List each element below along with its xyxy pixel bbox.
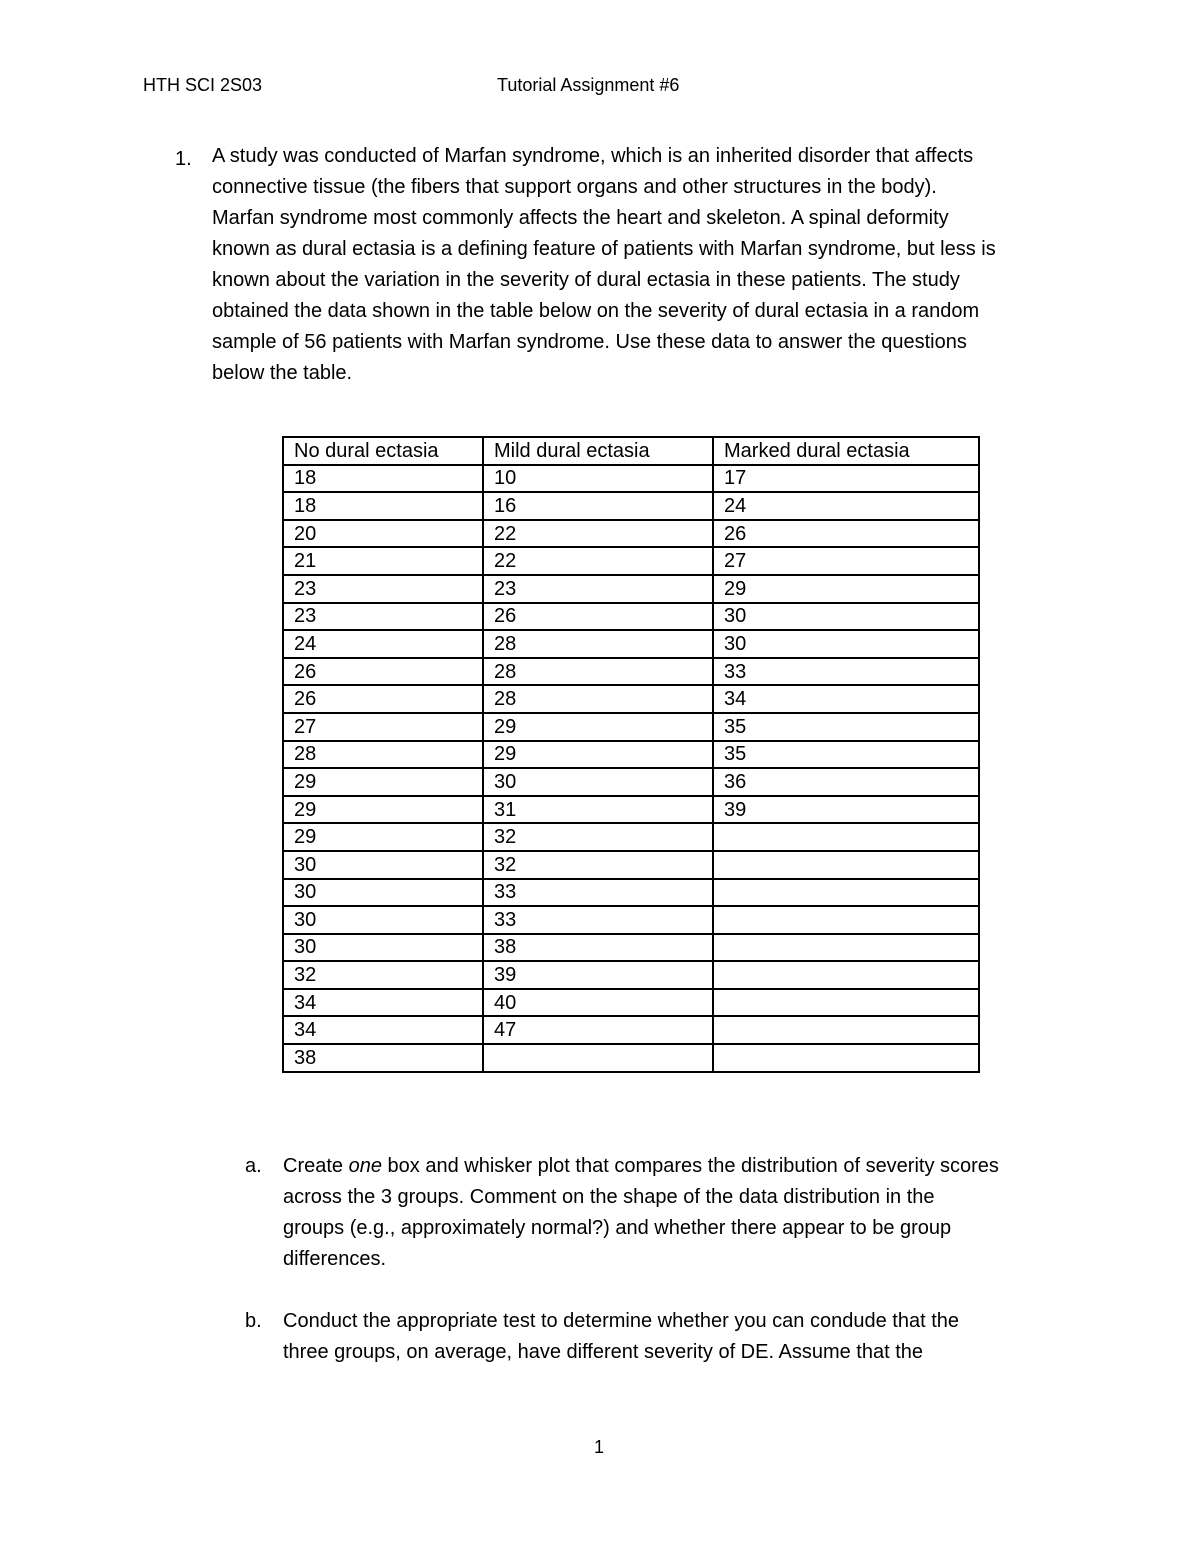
table-cell: 40 <box>483 989 713 1017</box>
header-mild-dural-ectasia: Mild dural ectasia <box>483 437 713 465</box>
table-cell: 39 <box>713 796 979 824</box>
table-row <box>283 658 979 686</box>
table-row <box>283 1044 979 1072</box>
table-cell: 30 <box>713 630 979 658</box>
table-row <box>283 630 979 658</box>
table-cell: 31 <box>483 796 713 824</box>
table-cell: 34 <box>713 685 979 713</box>
question-line: known about the variation in the severity of dural ectasia in these patients. The study <box>212 269 960 291</box>
part-a-line: across the 3 groups. Comment on the shape of the data distribution in the <box>283 1186 935 1208</box>
table-row <box>283 1016 979 1044</box>
table-cell: 27 <box>713 547 979 575</box>
table-cell <box>713 961 979 989</box>
table-cell: 23 <box>483 575 713 603</box>
table-cell: 33 <box>483 906 713 934</box>
part-b-line: Conduct the appropriate test to determine whether you can condude that the <box>283 1310 959 1332</box>
table-cell: 26 <box>283 685 483 713</box>
part-a-emphasis: one <box>348 1155 382 1177</box>
table-cell: 30 <box>283 879 483 907</box>
table-cell: 29 <box>483 741 713 769</box>
table-row <box>283 520 979 548</box>
table-cell: 26 <box>483 603 713 631</box>
document-title: Tutorial Assignment #6 <box>497 75 680 95</box>
table-cell <box>713 879 979 907</box>
header-no-dural-ectasia: No dural ectasia <box>283 437 483 465</box>
table-cell: 35 <box>713 713 979 741</box>
table-cell: 33 <box>483 879 713 907</box>
table-row <box>283 934 979 962</box>
table-cell: 20 <box>283 520 483 548</box>
table-cell: 22 <box>483 520 713 548</box>
table-row <box>283 603 979 631</box>
table-cell: 38 <box>483 934 713 962</box>
table-cell <box>713 851 979 879</box>
table-cell <box>713 1044 979 1072</box>
table-cell: 30 <box>713 603 979 631</box>
table-row <box>283 796 979 824</box>
table-row <box>283 547 979 575</box>
table-cell: 32 <box>483 851 713 879</box>
question-line: A study was conducted of Marfan syndrome, which is an inherited disorder that affects <box>212 145 974 167</box>
table-cell: 29 <box>483 713 713 741</box>
table-cell: 30 <box>283 906 483 934</box>
table-cell: 28 <box>483 658 713 686</box>
table-cell <box>483 1044 713 1072</box>
table-cell: 21 <box>283 547 483 575</box>
table-cell: 38 <box>283 1044 483 1072</box>
table-cell: 32 <box>283 961 483 989</box>
table-header-row <box>283 437 979 465</box>
table-cell: 34 <box>283 1016 483 1044</box>
table-cell <box>713 1016 979 1044</box>
table-row <box>283 823 979 851</box>
table-cell: 29 <box>283 823 483 851</box>
table-cell: 18 <box>283 492 483 520</box>
table-row <box>283 741 979 769</box>
table-row <box>283 851 979 879</box>
table-row <box>283 989 979 1017</box>
table-cell <box>713 823 979 851</box>
table-cell: 24 <box>283 630 483 658</box>
table-row <box>283 465 979 493</box>
part-a-line1-before: Create <box>283 1155 349 1177</box>
table-row <box>283 906 979 934</box>
question-line: connective tissue (the fibers that support organs and other structures in the body). <box>212 176 937 198</box>
table-row <box>283 713 979 741</box>
table-cell: 10 <box>483 465 713 493</box>
table-cell <box>713 906 979 934</box>
table-row <box>283 768 979 796</box>
table-cell: 24 <box>713 492 979 520</box>
part-a-text <box>283 1151 1083 1275</box>
table-cell: 17 <box>713 465 979 493</box>
table-cell: 23 <box>283 603 483 631</box>
table-cell: 22 <box>483 547 713 575</box>
table-cell: 16 <box>483 492 713 520</box>
table-cell: 30 <box>283 934 483 962</box>
table-row <box>283 575 979 603</box>
table-cell: 36 <box>713 768 979 796</box>
table-cell: 30 <box>483 768 713 796</box>
page-number: 1 <box>594 1437 605 1457</box>
part-a-line <box>283 1151 1083 1182</box>
table-cell: 33 <box>713 658 979 686</box>
part-a-letter: a. <box>245 1155 262 1177</box>
table-cell: 18 <box>283 465 483 493</box>
severity-data-table <box>282 436 980 1073</box>
part-a-line: groups (e.g., approximately normal?) and whether there appear to be group <box>283 1217 952 1239</box>
table-cell: 47 <box>483 1016 713 1044</box>
table-cell: 29 <box>283 768 483 796</box>
question-text <box>212 141 1072 389</box>
table-cell <box>713 989 979 1017</box>
table-cell: 32 <box>483 823 713 851</box>
table-row <box>283 961 979 989</box>
question-number: 1. <box>175 148 192 170</box>
table-cell: 28 <box>283 741 483 769</box>
table-cell: 35 <box>713 741 979 769</box>
part-b-letter: b. <box>245 1310 262 1332</box>
table-row <box>283 879 979 907</box>
table-cell <box>713 934 979 962</box>
table-cell: 26 <box>283 658 483 686</box>
table-cell: 28 <box>483 685 713 713</box>
header-marked-dural-ectasia: Marked dural ectasia <box>713 437 979 465</box>
question-line: known as dural ectasia is a defining feature of patients with Marfan syndrome, but less is <box>212 238 996 260</box>
part-b-line: three groups, on average, have different severity of DE. Assume that the <box>283 1341 923 1363</box>
course-code: HTH SCI 2S03 <box>143 75 263 95</box>
table-cell: 27 <box>283 713 483 741</box>
table-cell: 23 <box>283 575 483 603</box>
part-a-line1-after: box and whisker plot that compares the distribution of severity scores <box>381 1155 999 1177</box>
table-row <box>283 492 979 520</box>
question-line: Marfan syndrome most commonly affects the heart and skeleton. A spinal deformity <box>212 207 949 229</box>
table-cell: 29 <box>713 575 979 603</box>
part-b-text <box>283 1306 1083 1368</box>
part-a-line: differences. <box>283 1248 387 1270</box>
table-cell: 26 <box>713 520 979 548</box>
table-cell: 39 <box>483 961 713 989</box>
table-cell: 34 <box>283 989 483 1017</box>
question-line: obtained the data shown in the table below on the severity of dural ectasia in a random <box>212 300 980 322</box>
table-cell: 30 <box>283 851 483 879</box>
table-row <box>283 685 979 713</box>
question-line: sample of 56 patients with Marfan syndrome. Use these data to answer the questions <box>212 331 967 353</box>
table-cell: 28 <box>483 630 713 658</box>
table-body <box>283 465 979 1072</box>
table-cell: 29 <box>283 796 483 824</box>
question-line: below the table. <box>212 362 353 384</box>
